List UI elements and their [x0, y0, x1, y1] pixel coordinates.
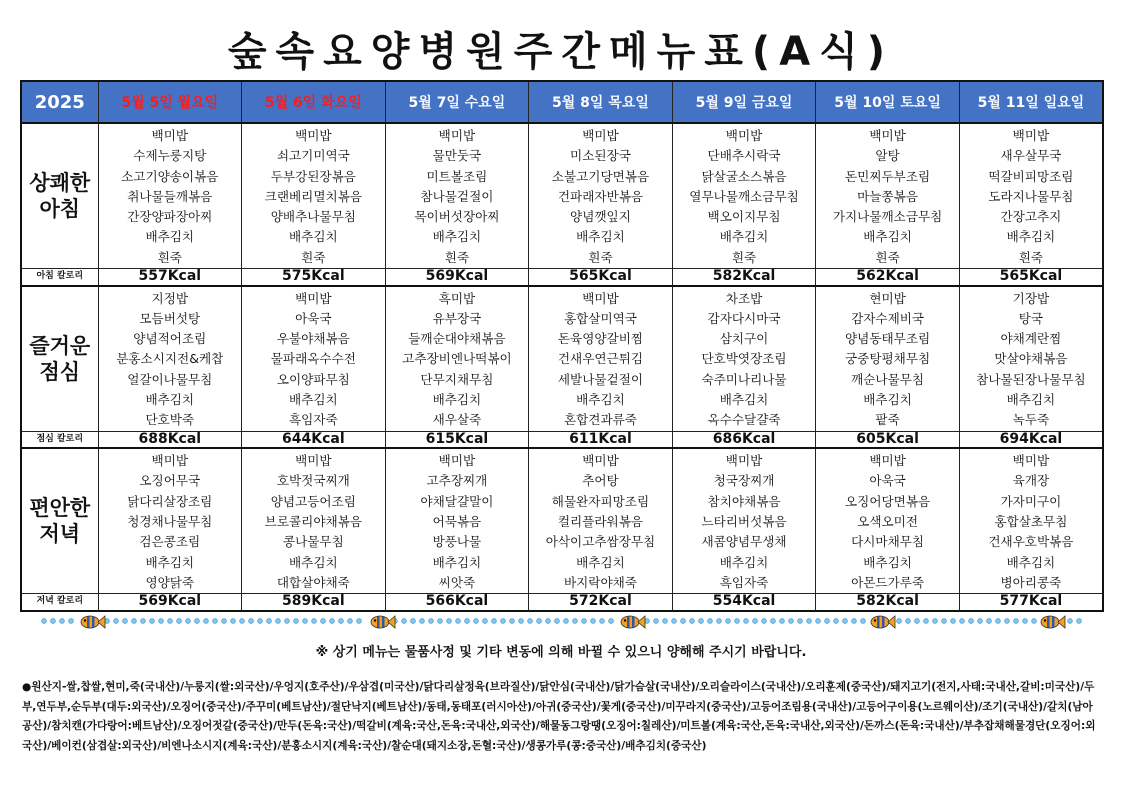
menu-item: 알탕 [875, 148, 900, 164]
lunch-day-1-cell [242, 286, 386, 432]
menu-item: 백미밥 [151, 453, 189, 469]
menu-item: 닭다리살장조림 [127, 493, 213, 509]
menu-item: 양념동태무조림 [845, 331, 931, 347]
menu-item: 탕국 [1018, 310, 1044, 326]
menu-item: 배추김치 [145, 554, 195, 570]
day-header-thu: 5월 8일 목요일 [529, 81, 673, 123]
calorie-value: 688Kcal [98, 431, 242, 448]
menu-item: 돈민찌두부조림 [845, 168, 931, 184]
lunch-label: 즐거운 점심 [21, 286, 98, 432]
menu-item: 오이양파무침 [276, 371, 350, 387]
calorie-value: 562Kcal [816, 269, 960, 286]
page-title: 숲속요양병원주간메뉴표(A식) [227, 29, 895, 75]
dinner-day-5-cell [816, 448, 960, 594]
menu-item: 백미밥 [869, 128, 906, 143]
menu-item: 소고기양송이볶음 [121, 168, 219, 184]
menu-item: 가자미구이 [1000, 493, 1062, 509]
menu-item: 흰죽 [588, 249, 613, 265]
menu-item: 참나물겉절이 [420, 188, 494, 204]
menu-item: 세발나물겉절이 [557, 371, 644, 387]
lunch-day-5-cell [816, 286, 960, 432]
fish-icon [621, 616, 645, 628]
menu-item: 콩나물무침 [282, 534, 344, 550]
dinner-day-6-cell [959, 448, 1103, 594]
menu-item: 아욱국 [295, 310, 332, 326]
menu-item: 양배추나물무침 [270, 209, 356, 225]
menu-item: 배추김치 [576, 229, 625, 245]
menu-item: 바지락야채죽 [563, 574, 637, 590]
menu-item: 건새우연근튀김 [557, 351, 644, 367]
menu-item: 취나물들깨볶음 [127, 188, 213, 204]
menu-item: 배추김치 [576, 392, 625, 408]
menu-item: 새콤양념무생채 [701, 534, 787, 550]
change-notice: ※ 상기 메뉴는 물품사정 및 기타 변동에 의해 바뀔 수 있으니 양해해 주시기 바랍니다. [315, 645, 807, 660]
menu-item: 쇠고기미역국 [276, 148, 350, 164]
menu-item: 소불고기당면볶음 [551, 168, 650, 184]
calorie-value: 572Kcal [529, 594, 673, 611]
menu-item: 배추김치 [863, 392, 912, 408]
calorie-value: 557Kcal [98, 269, 242, 286]
breakfast-day-4-cell [672, 123, 816, 269]
menu-item: 청국장찌개 [713, 473, 775, 489]
menu-item: 어묵볶음 [432, 514, 482, 530]
menu-item: 혼합견과류죽 [563, 412, 637, 428]
lunch-row [21, 286, 1103, 432]
day-header-fri: 5월 9일 금요일 [672, 81, 816, 123]
menu-item: 배추김치 [863, 229, 912, 245]
calorie-value: 644Kcal [242, 431, 386, 448]
fish-icon [81, 616, 105, 628]
fish-icon [371, 616, 395, 628]
menu-item: 크랜베리멸치볶음 [264, 188, 362, 204]
dinner-day-2-cell [385, 448, 529, 594]
menu-item: 오색오미전 [857, 514, 918, 530]
calorie-value: 611Kcal [529, 431, 673, 448]
menu-item: 백미밥 [725, 453, 763, 469]
menu-item: 오징어무국 [139, 473, 201, 489]
dinner-calorie-label: 저녁 칼로리 [21, 594, 98, 611]
year-header: 2025 [21, 81, 98, 123]
menu-item: 배추김치 [1006, 229, 1056, 245]
menu-item: 도라지나물무침 [988, 188, 1074, 204]
fish-icon [1041, 616, 1065, 628]
menu-item: 육개장 [1012, 473, 1050, 489]
breakfast-day-6-cell [959, 123, 1103, 269]
calorie-value: 569Kcal [385, 269, 529, 286]
dinner-day-0-cell [98, 448, 242, 594]
menu-item: 현미밥 [869, 290, 906, 306]
menu-item: 느타리버섯볶음 [701, 514, 787, 530]
menu-item: 돈육영양갈비찜 [557, 331, 644, 347]
menu-item: 건파래자반볶음 [557, 188, 644, 204]
breakfast-row [21, 123, 1103, 269]
menu-item: 브로콜리야채볶음 [264, 514, 362, 530]
calorie-value: 569Kcal [98, 594, 242, 611]
menu-item: 흰죽 [301, 249, 326, 265]
calorie-value: 605Kcal [816, 431, 960, 448]
menu-item: 흰죽 [157, 249, 182, 265]
menu-item: 백미밥 [1012, 453, 1050, 469]
calorie-value: 566Kcal [385, 594, 529, 611]
menu-item: 흰죽 [731, 249, 757, 265]
calorie-value: 577Kcal [959, 594, 1103, 611]
menu-item: 영양닭죽 [145, 574, 195, 590]
menu-item: 새우살무국 [1000, 148, 1062, 164]
calorie-value: 582Kcal [816, 594, 960, 611]
menu-item: 배추김치 [145, 392, 195, 408]
menu-item: 씨앗죽 [438, 574, 476, 590]
breakfast-day-5-cell [816, 123, 960, 269]
menu-item: 간장고추지 [1000, 209, 1062, 225]
menu-item: 백미밥 [582, 128, 619, 143]
menu-item: 배추김치 [289, 392, 338, 408]
menu-item: 팥죽 [875, 412, 900, 428]
breakfast-calorie-row [21, 269, 1103, 286]
menu-item: 백오이지무침 [707, 209, 781, 225]
menu-item: 깨순나물무침 [851, 371, 925, 387]
lunch-day-0-cell [98, 286, 242, 432]
menu-item: 새우살죽 [432, 412, 482, 428]
menu-item: 유부장국 [432, 310, 482, 326]
menu-item: 아삭이고추쌈장무침 [545, 534, 656, 550]
menu-item: 백미밥 [295, 453, 332, 469]
menu-item: 오징어당면볶음 [845, 493, 931, 509]
calorie-value: 615Kcal [385, 431, 529, 448]
menu-item: 호박젓국찌개 [276, 473, 350, 489]
breakfast-day-3-cell [529, 123, 673, 269]
day-header-wed: 5월 7일 수요일 [385, 81, 529, 123]
day-header-sun: 5월 11일 일요일 [959, 81, 1103, 123]
menu-item: 차조밥 [725, 290, 763, 306]
menu-item: 백미밥 [438, 453, 476, 469]
menu-item: 추어탕 [582, 473, 619, 489]
menu-item: 미트볼조림 [426, 168, 488, 184]
calorie-value: 565Kcal [959, 269, 1103, 286]
menu-item: 대합살야채죽 [276, 574, 350, 590]
menu-item: 얼갈이나물무침 [127, 371, 213, 387]
calorie-value: 589Kcal [242, 594, 386, 611]
menu-item: 떡갈비피망조림 [988, 168, 1074, 184]
menu-item: 배추김치 [432, 392, 482, 408]
menu-item: 백미밥 [869, 453, 906, 469]
menu-item: 참치야채볶음 [707, 493, 781, 509]
menu-item: 청경채나물무침 [127, 514, 213, 530]
menu-item: 양념깻잎지 [570, 209, 631, 225]
menu-item: 배추김치 [289, 229, 338, 245]
menu-item: 배추김치 [863, 554, 912, 570]
menu-item: 배추김치 [719, 229, 769, 245]
calorie-value: 565Kcal [529, 269, 673, 286]
menu-item: 들깨순대야채볶음 [408, 331, 506, 347]
menu-item: 감자다시마국 [707, 310, 781, 326]
menu-item: 배추김치 [719, 554, 769, 570]
menu-item: 모듬버섯탕 [139, 310, 201, 326]
menu-item: 목이버섯장아찌 [414, 209, 500, 225]
menu-item: 두부강된장볶음 [270, 168, 356, 184]
menu-item: 단무지채무침 [420, 371, 494, 387]
day-header-mon: 5월 5일 월요일 [98, 81, 242, 123]
menu-item: 배추김치 [719, 392, 769, 408]
menu-item: 물만둣국 [432, 148, 482, 164]
menu-item: 감자수제비국 [851, 310, 925, 326]
dinner-day-1-cell [242, 448, 386, 594]
breakfast-label: 상쾌한 아침 [21, 123, 98, 269]
menu-item: 맛살야채볶음 [994, 351, 1068, 367]
menu-item: 닭살굴소스볶음 [701, 168, 787, 184]
menu-item: 우불야채볶음 [276, 331, 350, 347]
fish-icon [871, 616, 895, 628]
weekly-menu-table [20, 80, 1104, 612]
menu-item: 분홍소시지전&케찹 [116, 351, 224, 367]
lunch-day-4-cell [672, 286, 816, 432]
menu-item: 물파래옥수수전 [270, 351, 356, 367]
calorie-value: 694Kcal [959, 431, 1103, 448]
menu-item: 백미밥 [438, 128, 476, 143]
menu-item: 백미밥 [1012, 128, 1050, 143]
menu-item: 흰죽 [444, 249, 470, 265]
menu-item: 숙주미나리나물 [701, 371, 787, 387]
menu-item: 건새우호박볶음 [988, 534, 1074, 550]
origin-info: ●원산지-쌀,찹쌀,현미,죽(국내산)/누룽지(쌀:외국산)/우엉지(호주산)/우삼겹(미국산)/닭다리살정육(브라질산)/닭안심(국내산)/닭가슴살(국내산)/오리슬라이스(국내산)/오리훈제(중국산)/돼지고기(전지,사태:국내산,갈비:미국산)/두부,연두부,순두부(대두:외국산)/오징어(중국산)/주꾸미(베트남산)/절단낙지(베트남산)/동태,동태포(러시아산)/아귀(중국산)/꽃게(중국산)/미꾸라지(중국산)/고등어조림용(국내산)/고등어구이용(노르웨이산)/조기(국내산)/갈치(남아공산)/참치캔(가다랑어:베트남산)/오징어젓갈(중국산)/만두(돈육:국산)/떡갈비(계육:국산,돈육:국내산,외국산)/해물동그랑땡(오징어:칠레산)/미트볼(계육:국산,돈육:국내산,외국산)/돈까스(돈육:국내산)/부추잡채해물경단(오징어:외국산)/베이컨(삼겹살:외국산)/비엔나소시지(계육:국산)/분홍소시지(계육:국산)/찰순대(돼지소장,돈혈:국산)/생콩가루(콩:중국산)/배추김치(중국산) [22, 681, 1096, 752]
calorie-value: 582Kcal [672, 269, 816, 286]
breakfast-calorie-label: 아침 칼로리 [21, 269, 98, 286]
menu-item: 가지나물깨소금무침 [832, 209, 943, 225]
menu-item: 고추장비엔나떡볶이 [402, 351, 512, 367]
menu-item: 아욱국 [869, 473, 906, 489]
menu-item: 아몬드가루죽 [851, 574, 925, 590]
dinner-day-3-cell [529, 448, 673, 594]
menu-item: 참나물된장나물무침 [976, 371, 1086, 387]
menu-item: 배추김치 [145, 229, 195, 245]
menu-item: 흑미밥 [438, 290, 476, 306]
header-row [21, 81, 1103, 123]
menu-item: 수제누룽지탕 [133, 148, 207, 164]
breakfast-day-1-cell [242, 123, 386, 269]
breakfast-day-0-cell [98, 123, 242, 269]
dinner-label: 편안한 저녁 [21, 448, 98, 594]
menu-item: 백미밥 [151, 128, 189, 143]
menu-item: 흑임자죽 [719, 574, 769, 590]
menu-item: 단호박죽 [145, 412, 195, 428]
lunch-day-2-cell [385, 286, 529, 432]
menu-item: 미소된장국 [570, 148, 631, 164]
menu-item: 배추김치 [432, 554, 482, 570]
menu-item: 기장밥 [1012, 290, 1050, 306]
menu-item: 배추김치 [1006, 392, 1056, 408]
menu-item: 고추장찌개 [426, 473, 488, 489]
menu-item: 백미밥 [582, 290, 619, 306]
menu-item: 단배추시락국 [707, 148, 781, 164]
menu-item: 병아리콩죽 [1000, 574, 1062, 590]
menu-item: 흰죽 [1018, 249, 1044, 265]
menu-item: 검은콩조림 [139, 534, 201, 550]
menu-item: 삼치구이 [719, 331, 769, 347]
menu-item: 야채계란찜 [1000, 331, 1062, 347]
menu-item: 백미밥 [582, 453, 619, 469]
dinner-row [21, 448, 1103, 594]
menu-item: 지정밥 [151, 290, 189, 306]
menu-item: 백미밥 [725, 128, 763, 143]
menu-item: 홍합살초무침 [994, 514, 1068, 530]
lunch-day-6-cell [959, 286, 1103, 432]
dinner-calorie-row [21, 594, 1103, 611]
menu-item: 단호박엿장조림 [701, 351, 787, 367]
menu-item: 옥수수달걀죽 [707, 412, 781, 428]
menu-item: 야채달걀말이 [420, 493, 494, 509]
dinner-day-4-cell [672, 448, 816, 594]
menu-item: 배추김치 [576, 554, 625, 570]
menu-item: 해물완자피망조림 [551, 493, 650, 509]
day-header-tue: 5월 6일 화요일 [242, 81, 386, 123]
lunch-calorie-row [21, 431, 1103, 448]
menu-item: 녹두죽 [1012, 412, 1050, 428]
breakfast-day-2-cell [385, 123, 529, 269]
menu-item: 배추김치 [289, 554, 338, 570]
calorie-value: 554Kcal [672, 594, 816, 611]
calorie-value: 686Kcal [672, 431, 816, 448]
lunch-day-3-cell [529, 286, 673, 432]
menu-item: 마늘쫑볶음 [857, 188, 918, 204]
day-header-sat: 5월 10일 토요일 [816, 81, 960, 123]
menu-item: 흰죽 [875, 249, 900, 265]
lunch-calorie-label: 점심 칼로리 [21, 431, 98, 448]
menu-item: 컬리플라워볶음 [557, 514, 644, 530]
menu-item: 간장양파장아찌 [127, 209, 213, 225]
menu-item: 백미밥 [295, 128, 332, 143]
menu-item: 백미밥 [295, 290, 332, 306]
menu-item: 방풍나물 [432, 534, 482, 550]
menu-item: 배추김치 [432, 229, 482, 245]
fish-decoration [40, 613, 1082, 631]
menu-item: 홍합살미역국 [563, 310, 637, 326]
menu-item: 양념적어조림 [133, 331, 207, 347]
menu-item: 흑임자죽 [289, 412, 338, 428]
menu-item: 배추김치 [1006, 554, 1056, 570]
menu-item: 다시마채무침 [851, 534, 925, 550]
calorie-value: 575Kcal [242, 269, 386, 286]
menu-item: 궁중탕평채무침 [845, 351, 931, 367]
menu-item: 양념고등어조림 [270, 493, 356, 509]
menu-item: 열무나물깨소금무침 [689, 188, 799, 204]
